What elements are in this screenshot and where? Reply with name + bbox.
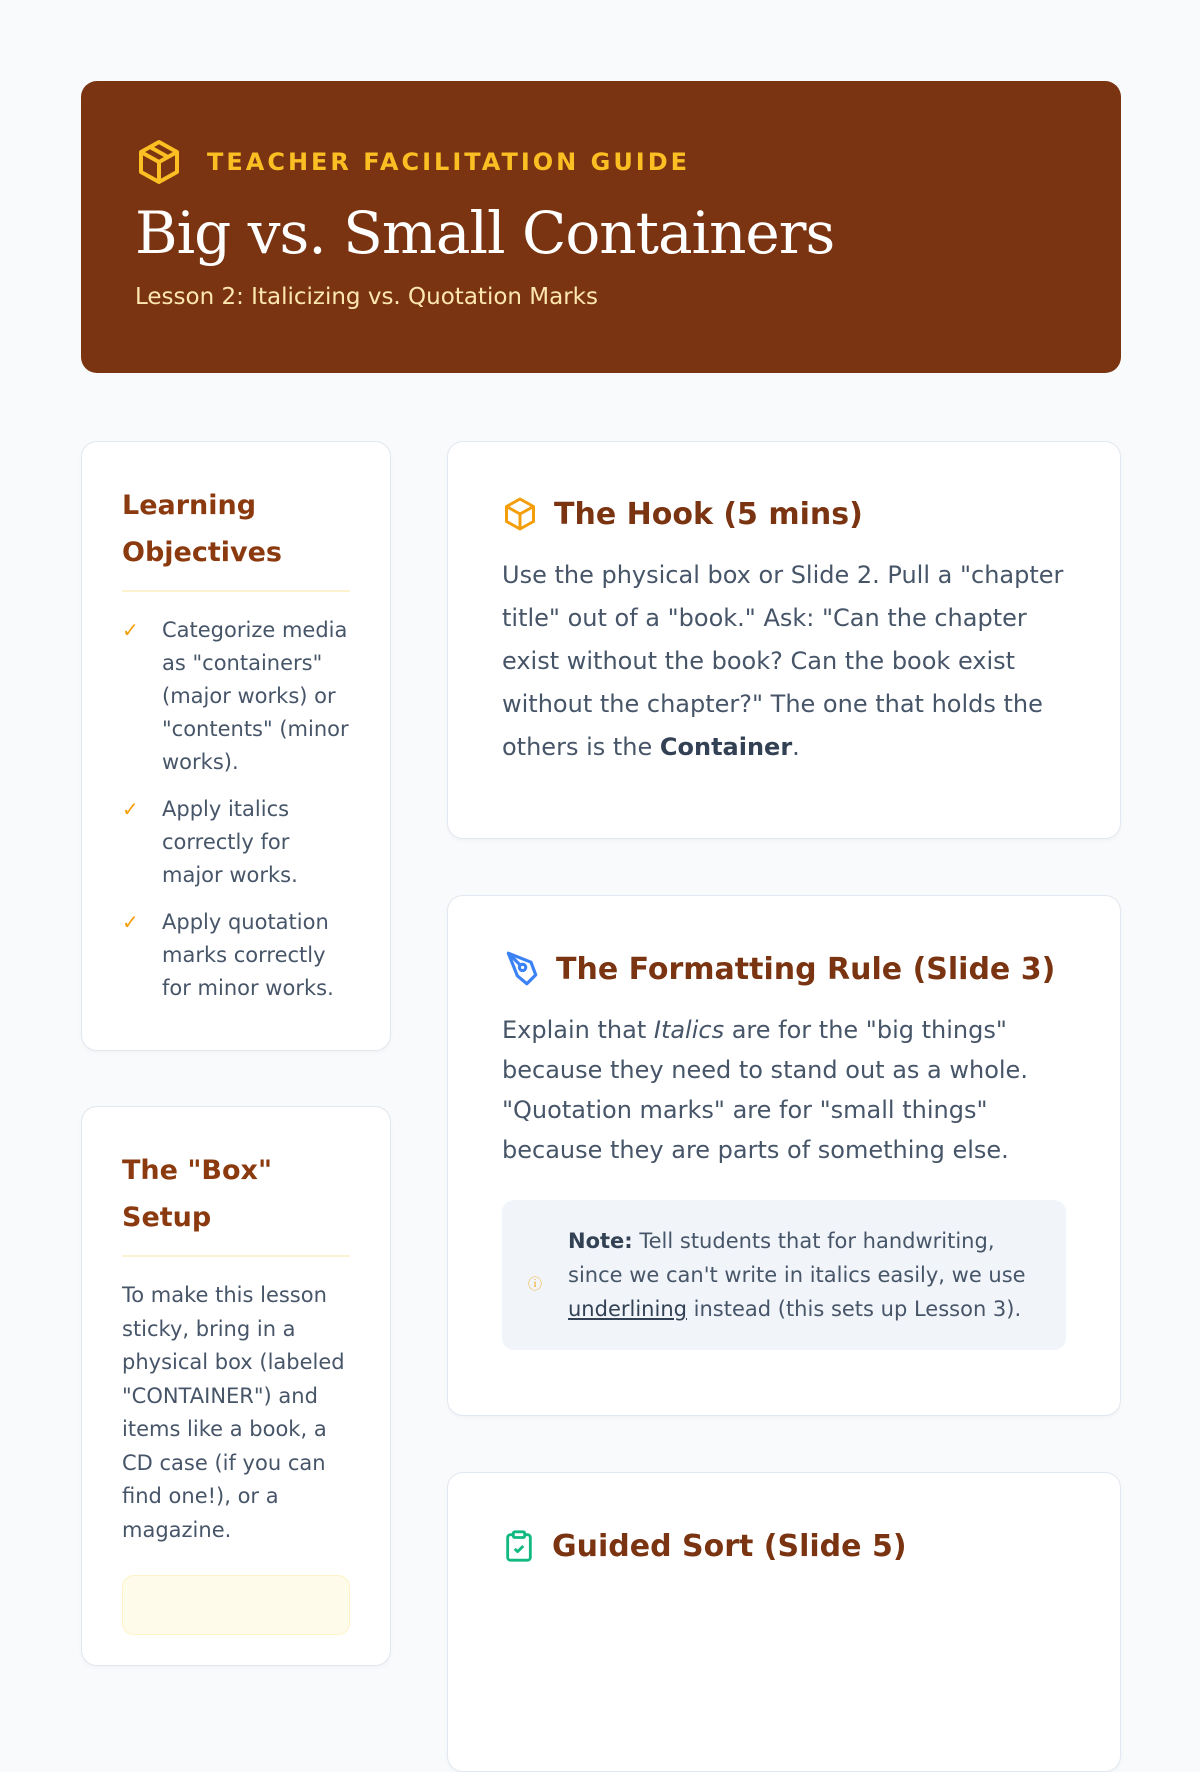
objectives-title: Learning Objectives [122, 482, 350, 592]
box-setup-title: The "Box" Setup [122, 1147, 350, 1257]
box-icon [502, 496, 538, 532]
rule-title: The Formatting Rule (Slide 3) [502, 950, 1066, 988]
check-icon: ✓ [122, 910, 139, 934]
clipboard-check-icon [502, 1527, 536, 1565]
guided-sort-card [447, 1472, 1121, 1772]
eyebrow [135, 137, 690, 187]
objective-item: ✓ Apply italics correctly for major works. [122, 793, 350, 892]
page-title: Big vs. Small Containers [135, 199, 835, 267]
objectives-card [81, 441, 391, 1051]
hook-title: The Hook (5 mins) [502, 496, 1066, 532]
pen-tool-icon [502, 950, 540, 988]
formatting-rule-card [447, 895, 1121, 1416]
check-icon: ✓ [122, 618, 139, 642]
tip-box [122, 1575, 350, 1635]
eyebrow-label: TEACHER FACILITATION GUIDE [207, 148, 691, 176]
package-icon [135, 137, 183, 187]
box-setup-text: To make this lesson sticky, bring in a physical box (labeled "CONTAINER") and items like a book, a CD case (if you can find one!), or a magazine. [122, 1283, 345, 1542]
hook-text: Use the physical box or Slide 2. Pull a "chapter title" out of a "book." Ask: "Can the chapter exist without the book? Can the book exist without the chapter?" The one that holds the others is the Container. [502, 561, 1064, 761]
rule-text: Explain that Italics are for the "big things" because they need to stand out as a whole. "Quotation marks" are for "small things" because they are parts of something else. [502, 1016, 1028, 1164]
header-banner [81, 81, 1121, 373]
check-icon: ✓ [122, 797, 139, 821]
objective-item: ✓ Apply quotation marks correctly for minor works. [122, 906, 350, 1005]
page-subtitle: Lesson 2: Italicizing vs. Quotation Marks [135, 284, 598, 310]
objective-item: ✓ Categorize media as "containers" (major works) or "contents" (minor works). [122, 614, 350, 779]
alert-circle-icon: ⓘ [528, 1277, 542, 1293]
box-setup-card [81, 1106, 391, 1666]
hook-card [447, 441, 1121, 839]
handwriting-note: ⓘ Note: Tell students that for handwriting, since we can't write in italics easily, we use underlining instead (this sets up Lesson 3). [502, 1200, 1066, 1350]
sort-title: Guided Sort (Slide 5) [502, 1527, 1066, 1565]
